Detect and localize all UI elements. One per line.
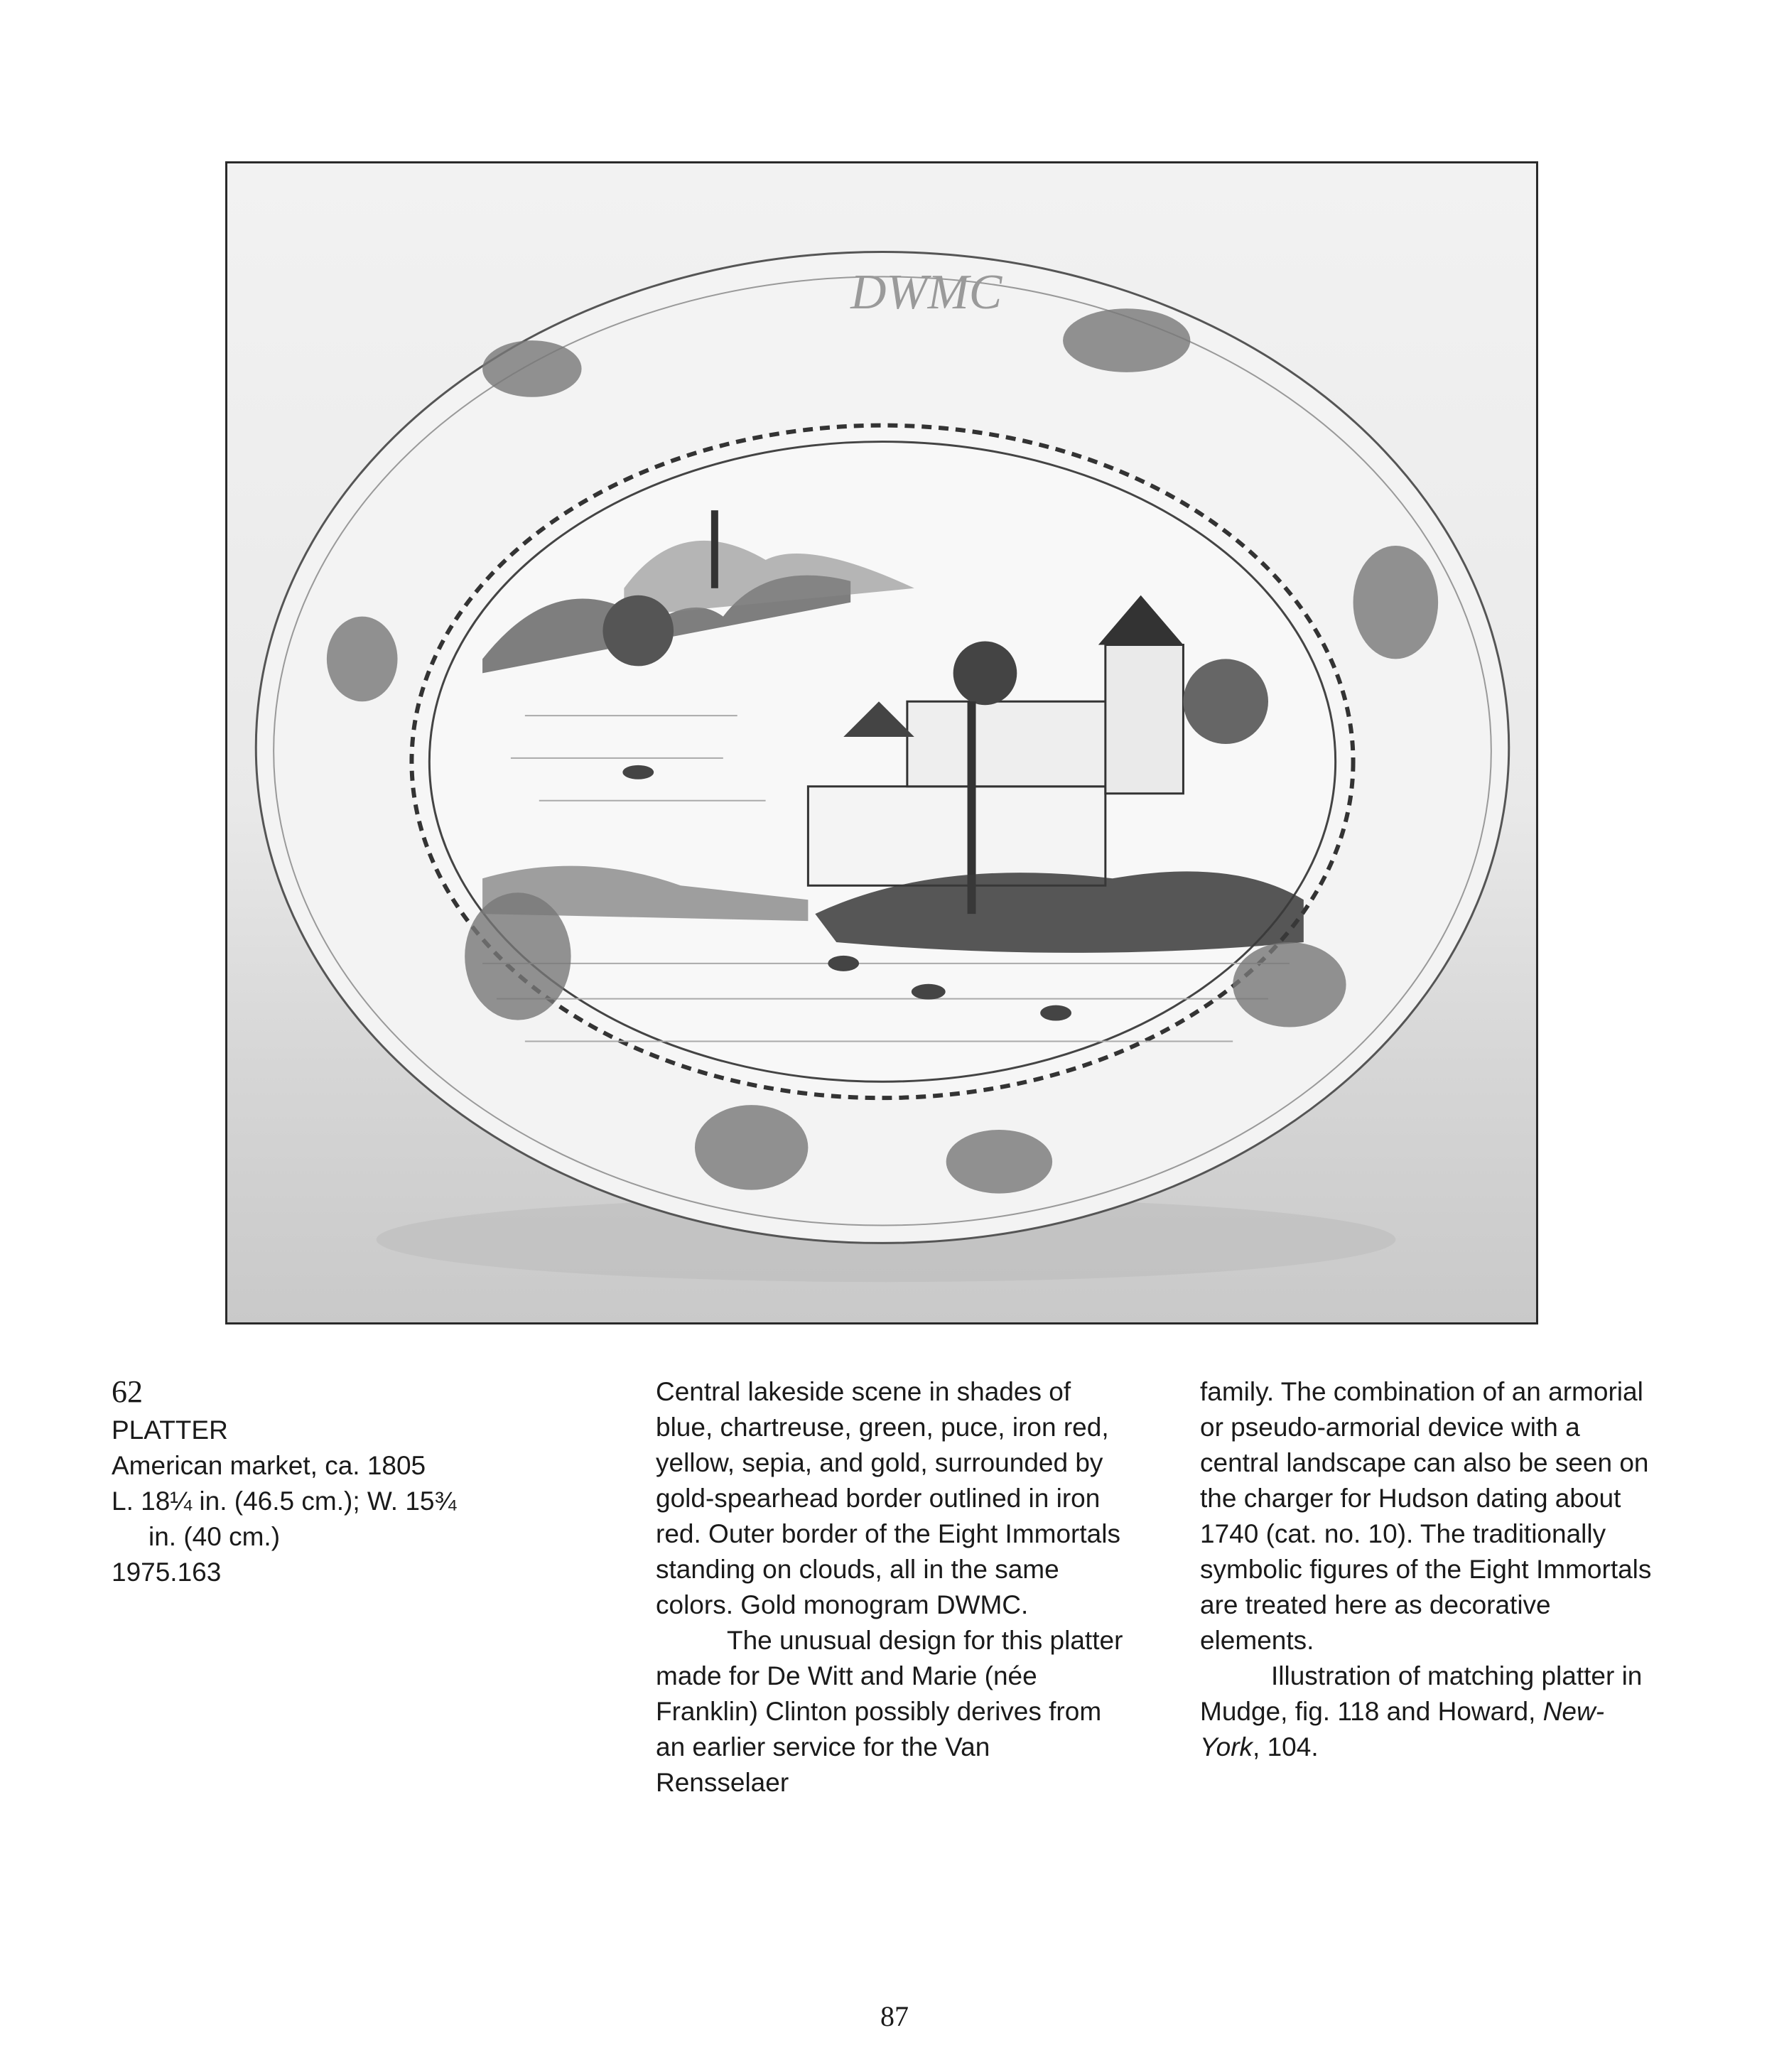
bibliography-paragraph	[1200, 1658, 1662, 1765]
description-paragraph-1: Central lakeside scene in shades of blue, chartreuse, green, puce, iron red, yellow, sepia, and gold, surrounded by gold-spearhead border outlined in iron red. Outer border of the Eight Immortals standing on clouds, all in the same colors. Gold monogram DWMC.	[656, 1377, 1120, 1619]
bibliography-text-a: Illustration of matching platter in Mudge, fig. 118 and Howard,	[1200, 1661, 1643, 1726]
object-name: PLATTER	[112, 1415, 228, 1445]
catalog-number: 62	[112, 1374, 143, 1409]
catalog-entry	[112, 1371, 552, 1590]
bibliography-text-b: , 104.	[1253, 1732, 1319, 1761]
description-column-middle	[656, 1374, 1125, 1801]
accession-number: 1975.163	[112, 1558, 222, 1587]
dimensions-line1: L. 18¼ in. (46.5 cm.); W. 15¾	[112, 1486, 457, 1516]
platter-photograph	[225, 161, 1538, 1324]
market-date: American market, ca. 1805	[112, 1451, 426, 1480]
description-paragraph-2: The unusual design for this platter made for De Witt and Marie (née Franklin) Clinton possibly derives from an earlier service for the Van Rensselaer	[656, 1626, 1123, 1797]
description-paragraph-3: family. The combination of an armorial or pseudo-armorial device with a central landscape can also be seen on the charger for Hudson dating about 1740 (cat. no. 10). The traditionally symbolic figures of the Eight Immortals are treated here as decorative elements.	[1200, 1377, 1652, 1655]
monogram-text: DWMC	[850, 265, 1002, 320]
dimensions-line2: in. (40 cm.)	[148, 1522, 281, 1551]
page-number: 87	[880, 2000, 909, 2032]
platter-image	[227, 163, 1536, 1322]
description-column-right	[1200, 1374, 1662, 1765]
bibliography-title: New-York	[1200, 1697, 1605, 1761]
